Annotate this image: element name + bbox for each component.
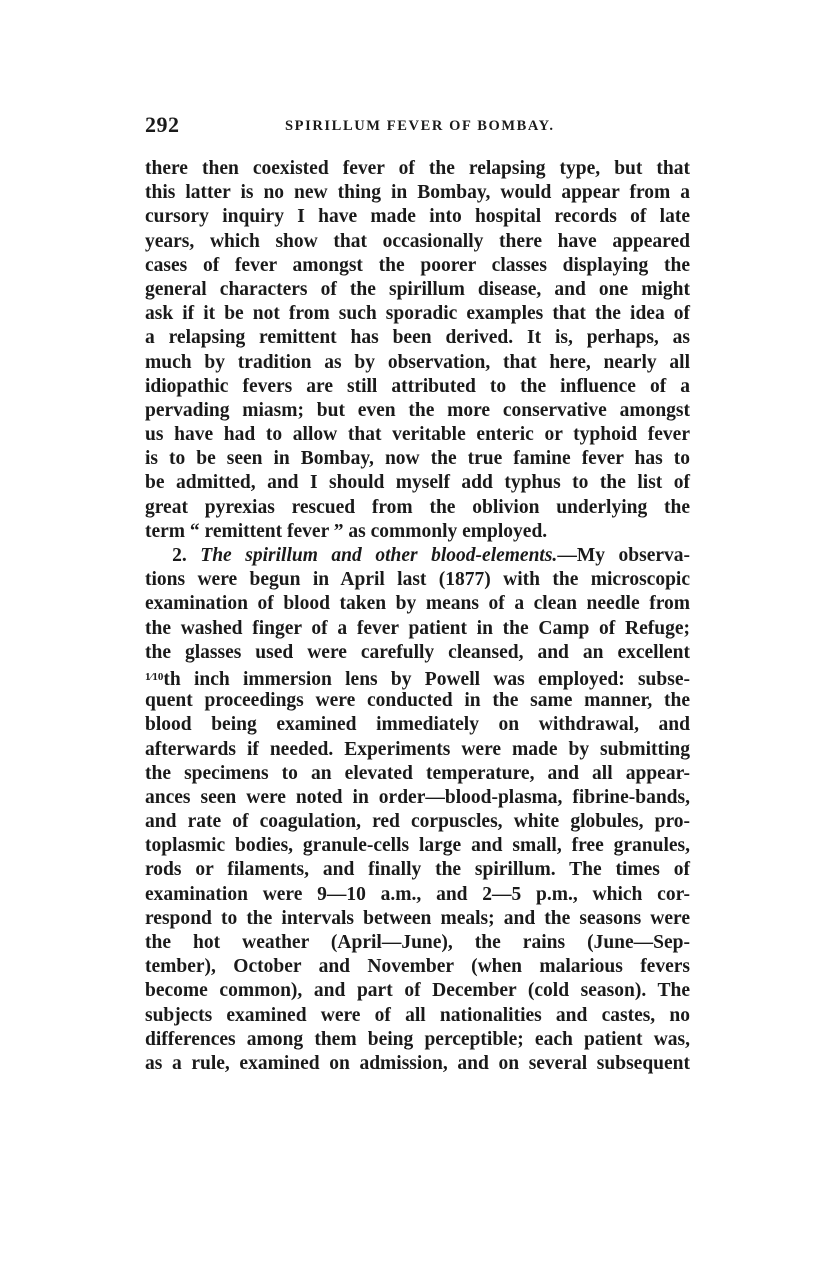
text-line: cases of fever amongst the poorer classes displaying the: [145, 254, 690, 276]
text-line: a relapsing remittent has been derived. It is, perhaps, as: [145, 327, 690, 349]
text-line: examination were 9—10 a.m., and 2—5 p.m., which cor-: [145, 883, 690, 905]
text-line: ances seen were noted in order—blood-plasma, fibrine-bands,: [145, 786, 690, 808]
fraction-line: [145, 665, 690, 689]
section-title: The spirillum and other blood-elements.: [200, 545, 558, 566]
text-line: the glasses used were carefully cleansed, and an excellent: [145, 641, 690, 663]
text-line: respond to the intervals between meals; and the seasons were: [145, 907, 690, 929]
text-line: the specimens to an elevated temperature, and all appear-: [145, 762, 690, 784]
text-line: idiopathic fevers are still attributed to the influence of a: [145, 375, 690, 397]
text-line: toplasmic bodies, granule-cells large and small, free granules,: [145, 835, 690, 857]
text-line: subjects examined were of all nationalities and castes, no: [145, 1004, 690, 1026]
text-line: rods or filaments, and finally the spirillum. The times of: [145, 859, 690, 881]
fraction: 1⁄10: [145, 670, 164, 683]
text-line: blood being examined immediately on withdrawal, and: [145, 714, 690, 736]
text-line: great pyrexias rescued from the oblivion underlying the: [145, 496, 690, 518]
fraction-line-rest: th inch immersion lens by Powell was employed: subse-: [163, 668, 690, 690]
text-line: as a rule, examined on admission, and on several subsequent: [145, 1052, 690, 1074]
text-line: the washed finger of a fever patient in the Camp of Refuge;: [145, 617, 690, 639]
text-line: tember), October and November (when malarious fevers: [145, 956, 690, 978]
section-first-line-rest: —My observa-: [557, 545, 691, 566]
text-line: differences among them being perceptible; each patient was,: [145, 1028, 690, 1050]
text-line: pervading miasm; but even the more conservative amongst: [145, 399, 690, 421]
text-line: ask if it be not from such sporadic examples that the idea of: [145, 303, 690, 325]
text-line: examination of blood taken by means of a clean needle from: [145, 593, 690, 615]
running-head: SPIRILLUM FEVER OF BOMBAY.: [285, 118, 555, 134]
text-line: cursory inquiry I have made into hospital records of late: [145, 206, 690, 228]
text-line: there then coexisted fever of the relapsing type, but that: [145, 158, 690, 179]
text-line: this latter is no new thing in Bombay, would appear from a: [145, 182, 690, 204]
text-line: us have had to allow that veritable enteric or typhoid fever: [145, 424, 690, 446]
text-line: general characters of the spirillum disease, and one might: [145, 278, 690, 300]
page-header: [145, 112, 690, 142]
text-line: quent proceedings were conducted in the same manner, the: [145, 690, 690, 712]
body-text: [145, 157, 690, 1076]
section-heading-line: [145, 544, 690, 568]
text-line: tions were begun in April last (1877) with the microscopic: [145, 569, 690, 591]
section-number: 2.: [172, 545, 187, 566]
text-line: afterwards if needed. Experiments were made by submitting: [145, 738, 690, 760]
text-line: the hot weather (April—June), the rains (June—Sep-: [145, 932, 690, 953]
text-line: much by tradition as by observation, that here, nearly all: [145, 351, 690, 373]
text-line: years, which show that occasionally there have appeared: [145, 230, 690, 252]
text-line: term “ remittent fever ” as commonly employed.: [145, 520, 548, 542]
text-line: be admitted, and I should myself add typhus to the list of: [145, 472, 690, 494]
text-line: become common), and part of December (cold season). The: [145, 980, 690, 1002]
page-number: 292: [145, 112, 180, 137]
text-line: and rate of coagulation, red corpuscles, white globules, pro-: [145, 811, 690, 833]
text-line: is to be seen in Bombay, now the true famine fever has to: [145, 448, 690, 470]
